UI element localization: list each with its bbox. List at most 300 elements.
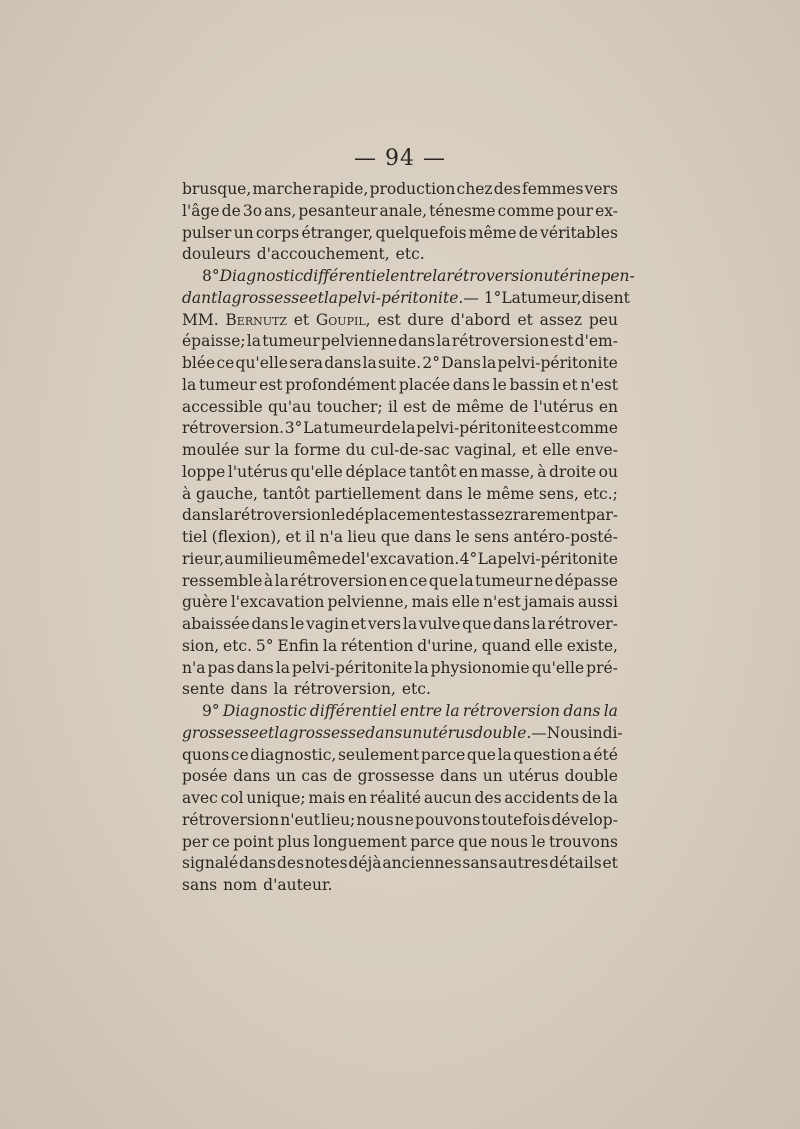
word: même — [293, 549, 341, 568]
word: déjà — [348, 854, 382, 873]
word: rapide, — [312, 180, 369, 198]
word: la — [603, 789, 618, 807]
word: pour — [556, 201, 593, 220]
word: sur — [244, 441, 270, 459]
word: en — [458, 462, 479, 481]
word: n'a — [182, 658, 206, 677]
word: pelvienne, — [327, 593, 409, 612]
word: pulser — [182, 223, 232, 242]
word: le — [330, 506, 346, 525]
text-line — [182, 505, 618, 527]
word: tumeur — [198, 375, 257, 394]
word: sens, — [538, 484, 579, 503]
word: ce — [230, 745, 249, 764]
text-line — [182, 418, 618, 440]
word: ressemble — [182, 571, 263, 590]
word: Goupil, — [315, 310, 371, 329]
word: de — [332, 767, 353, 786]
word: cas — [301, 767, 328, 786]
word: 4° — [459, 549, 478, 568]
word: douleurs — [182, 245, 251, 264]
word: à — [182, 484, 192, 503]
word: elle — [451, 593, 480, 612]
word: que — [428, 571, 458, 590]
text-line — [182, 766, 618, 788]
word: il — [305, 528, 316, 546]
word: de — [581, 789, 601, 807]
word: profondément — [285, 375, 397, 394]
word: l'excavation. — [360, 549, 460, 568]
word: etc. — [395, 245, 425, 264]
word: brusque, — [182, 180, 252, 198]
text-line — [182, 244, 618, 266]
word: nous — [490, 832, 528, 851]
word: per — [182, 832, 209, 851]
word: à — [263, 571, 274, 590]
word: et — [562, 375, 578, 394]
word: disent — [581, 288, 630, 307]
word: la — [217, 288, 232, 307]
word: est — [259, 375, 283, 394]
word: pelvi-péritonite — [497, 549, 618, 568]
word: d'accouchement, — [256, 245, 390, 264]
word: assez — [539, 310, 583, 329]
text-line — [182, 179, 618, 201]
word: des — [474, 789, 502, 807]
word: rétroversion — [233, 506, 331, 525]
word: marche — [252, 180, 312, 198]
word: etc. — [401, 680, 431, 699]
word: le — [531, 832, 546, 851]
word: ne — [534, 571, 554, 590]
word: elle — [542, 441, 571, 459]
word: tiel — [182, 528, 208, 546]
word: toutefois — [481, 810, 551, 829]
word: quand — [481, 636, 531, 655]
word: la — [274, 571, 289, 590]
word: de — [381, 419, 401, 438]
word: parce — [420, 745, 466, 764]
word: du — [345, 441, 366, 459]
text-line — [182, 549, 618, 571]
word: assez — [470, 506, 513, 525]
word: en — [348, 789, 368, 807]
word: la — [401, 419, 416, 438]
word: signalé — [182, 854, 239, 873]
word: 2° — [422, 354, 441, 372]
text-line — [182, 484, 618, 506]
text-line — [182, 853, 618, 875]
word: tantôt — [409, 462, 457, 481]
text-line — [182, 723, 623, 745]
word: comme — [561, 419, 618, 438]
word: jamais — [523, 593, 575, 612]
text-line — [182, 266, 635, 288]
word: grossesse — [288, 723, 366, 742]
word: double — [564, 767, 618, 786]
word: lieu — [347, 528, 377, 546]
word: et — [517, 310, 533, 329]
word: suite. — [377, 354, 422, 372]
word: partiellement — [314, 484, 421, 503]
word: que — [466, 745, 496, 764]
word: seulement — [337, 745, 420, 764]
word: bassin — [509, 375, 560, 394]
word: des — [493, 180, 521, 198]
word: moulée — [182, 441, 240, 459]
text-line — [182, 527, 618, 549]
text-line — [182, 310, 618, 332]
text-line — [182, 375, 618, 397]
word: 3° — [284, 419, 303, 438]
word: comme — [497, 201, 555, 220]
word: la — [432, 267, 447, 285]
word: la — [402, 615, 418, 633]
word: le — [290, 615, 305, 633]
word: n'est — [483, 593, 521, 612]
word: Diagnostic — [222, 702, 307, 720]
word: le — [492, 375, 507, 394]
word: sans — [182, 876, 218, 894]
word: placée — [398, 375, 451, 394]
word: dans — [492, 615, 531, 633]
word: vers — [584, 180, 618, 198]
word: la — [182, 375, 197, 394]
word: tumeur — [323, 419, 381, 438]
word: la — [482, 354, 497, 372]
word: La — [303, 419, 323, 438]
word: autres — [498, 854, 549, 873]
word: véritables — [540, 223, 618, 242]
word: tumeur, — [520, 288, 582, 307]
word: il — [387, 397, 398, 416]
text-line — [182, 440, 618, 462]
word: et — [308, 288, 324, 307]
word: de — [431, 397, 451, 416]
word: un — [233, 223, 254, 242]
word: un — [402, 723, 423, 742]
word: la — [322, 636, 338, 655]
word: La — [477, 549, 498, 568]
text-line — [182, 658, 618, 680]
word: dans — [251, 615, 289, 633]
text-line — [182, 331, 618, 353]
word: ans, — [264, 201, 297, 220]
word: antéro-posté- — [513, 528, 618, 546]
text-line — [182, 875, 618, 897]
word: Nous — [546, 723, 588, 742]
word: unique; — [246, 789, 306, 807]
word: corps — [255, 223, 300, 242]
word: indi- — [587, 723, 623, 742]
word: forme — [294, 441, 341, 459]
word: sion, — [182, 636, 220, 655]
word: réalité — [369, 789, 422, 807]
word: rétroversion — [182, 810, 280, 829]
word: et — [521, 441, 538, 459]
text-line — [182, 679, 618, 701]
word: la — [531, 615, 547, 633]
word: chez — [456, 180, 493, 198]
word: est — [537, 419, 561, 438]
word: qu'elle — [531, 658, 585, 677]
word: grossesse — [357, 767, 435, 786]
word: sens — [474, 528, 510, 546]
word: utérus — [422, 723, 474, 742]
text-line — [182, 397, 618, 419]
word: l'utérus — [533, 397, 594, 416]
word: etc.; — [583, 484, 618, 503]
word: et — [258, 723, 275, 742]
text-line — [182, 701, 618, 723]
page-number: — 94 — — [354, 146, 446, 171]
word: rétroversion — [290, 571, 388, 590]
word: accidents — [504, 789, 580, 807]
word: trouvons — [548, 832, 618, 851]
word: vulve — [418, 615, 461, 633]
word: est — [446, 506, 470, 525]
word: abaissée — [182, 615, 250, 633]
word: la — [275, 658, 290, 677]
word: pelvi-péritonite — [497, 354, 618, 372]
word: aussi — [577, 593, 618, 612]
text-line — [182, 571, 618, 593]
word: la — [273, 680, 288, 699]
word: à — [537, 462, 547, 481]
word: la — [459, 571, 474, 590]
word: question — [513, 745, 581, 764]
word: loppe — [182, 462, 226, 481]
word: avec — [182, 789, 218, 807]
word: qu'elle — [290, 462, 343, 481]
word: MM. — [182, 310, 219, 329]
word: enve- — [575, 441, 618, 459]
word: guère — [182, 593, 228, 612]
word: ténesme — [429, 201, 496, 220]
word: Enfin — [277, 636, 319, 655]
word: dans — [182, 506, 220, 525]
word: que — [462, 615, 492, 633]
word: diagnostic, — [250, 745, 337, 764]
word: ce — [409, 571, 428, 590]
word: Diagnostic — [219, 267, 304, 285]
word: col — [220, 789, 244, 807]
text-line — [182, 810, 618, 832]
text-line — [182, 223, 618, 245]
word: la — [497, 745, 512, 764]
word: pas — [207, 658, 235, 677]
word: tumeur — [475, 571, 533, 590]
word: déplace — [345, 462, 407, 481]
word: et — [602, 854, 618, 873]
word: la — [414, 658, 429, 677]
word: ou — [598, 462, 618, 481]
word: sera — [289, 354, 323, 372]
word: pelvi-péritonite. — [338, 288, 464, 307]
word: d'auteur. — [263, 876, 333, 894]
word: la — [246, 332, 261, 351]
word: vagin — [306, 615, 349, 633]
word: gauche, — [196, 484, 258, 503]
word: la — [436, 332, 451, 351]
text-line — [182, 788, 618, 810]
word: en — [598, 397, 618, 416]
word: même — [468, 223, 517, 242]
word: ce — [211, 832, 230, 851]
word: l'âge — [182, 201, 220, 220]
word: pesanteur — [298, 201, 378, 220]
word: le — [467, 484, 482, 503]
word: sans — [462, 854, 498, 873]
text-line — [182, 745, 618, 767]
word: sente — [182, 680, 225, 699]
word: rétention — [340, 636, 414, 655]
body-text — [182, 179, 635, 897]
word: pen- — [600, 267, 635, 285]
word: posée — [182, 767, 228, 786]
text-line — [182, 201, 618, 223]
word: et — [285, 528, 301, 546]
word: d'urine, — [417, 636, 478, 655]
word: cul-de-sac — [370, 441, 450, 459]
word: dans — [452, 375, 490, 394]
word: pré- — [586, 658, 618, 677]
word: vers — [367, 615, 402, 633]
word: même — [456, 397, 504, 416]
word: parce — [410, 832, 455, 851]
word: etc. — [223, 636, 253, 655]
text-line — [182, 592, 618, 614]
word: point — [233, 832, 274, 851]
word: production — [369, 180, 456, 198]
word: dans — [230, 680, 268, 699]
text-line — [182, 353, 618, 375]
word: de — [509, 397, 529, 416]
word: l'utérus — [227, 462, 288, 481]
word: 5° — [255, 636, 274, 655]
word: tumeur — [262, 332, 320, 351]
word: est — [403, 397, 427, 416]
word: femmes — [521, 180, 584, 198]
word: ne — [394, 810, 414, 829]
word: pouvons — [415, 810, 481, 829]
word: ex- — [595, 201, 618, 220]
word: dans — [365, 723, 403, 742]
word: dure — [407, 310, 444, 329]
word: blée — [182, 354, 216, 372]
word: des — [276, 854, 305, 873]
word: dans — [440, 767, 478, 786]
word: différentiel — [303, 267, 391, 285]
word: peu — [588, 310, 618, 329]
word: rétroversion. — [182, 419, 285, 438]
text-line — [182, 614, 618, 636]
word: utérus — [508, 767, 560, 786]
word: la — [274, 441, 290, 459]
word: quons — [182, 745, 230, 764]
word: l'excavation — [230, 593, 325, 612]
word: n'a — [319, 528, 344, 546]
word: elle — [534, 636, 563, 655]
word: nom — [223, 876, 258, 894]
word: double. — [473, 723, 532, 742]
word: différentiel — [309, 702, 397, 720]
word: la — [323, 288, 339, 307]
word: toucher; — [316, 397, 383, 416]
text-line — [182, 832, 618, 854]
word: aucun — [423, 789, 472, 807]
word: le — [455, 528, 470, 546]
word: dans — [239, 854, 277, 873]
word: de — [518, 223, 538, 242]
text-line — [182, 636, 618, 658]
word: droite — [549, 462, 597, 481]
word: en — [388, 571, 409, 590]
word: rétroversion — [446, 267, 544, 285]
word: (flexion), — [211, 528, 282, 546]
word: est — [377, 310, 401, 329]
word: pelvienne — [320, 332, 397, 351]
word: utérine — [543, 267, 601, 285]
word: ce — [216, 354, 235, 372]
word: au — [224, 549, 244, 568]
word: n'eut — [280, 810, 320, 829]
word: notes — [304, 854, 348, 873]
word: rétrover- — [547, 615, 618, 633]
word: un — [275, 767, 296, 786]
word: grossesse — [182, 723, 259, 742]
word: entre — [390, 267, 433, 285]
word: dans — [236, 658, 274, 677]
word: déplacement — [345, 506, 447, 525]
word: été — [593, 745, 618, 764]
word: la — [603, 702, 618, 720]
word: vaginal, — [454, 441, 517, 459]
word: rarement — [512, 506, 587, 525]
word: la — [362, 354, 377, 372]
word: a — [582, 745, 592, 764]
word: entre — [400, 702, 443, 720]
word: que — [380, 528, 410, 546]
word: de — [221, 201, 241, 220]
word: et — [293, 310, 310, 329]
word: rétroversion — [451, 332, 549, 351]
word: 8° — [202, 267, 220, 285]
text-line — [182, 288, 630, 310]
word: mais — [308, 789, 346, 807]
word: n'est — [580, 375, 618, 394]
word: grossesse — [231, 288, 309, 307]
word: Bernutz — [225, 310, 287, 329]
word: la — [445, 702, 460, 720]
word: 3o — [242, 201, 263, 220]
word: d'abord — [450, 310, 511, 329]
word: rétroversion, — [293, 680, 396, 699]
word: dépasse — [554, 571, 618, 590]
word: dans — [233, 767, 271, 786]
word: plus — [277, 832, 310, 851]
text-line — [182, 462, 618, 484]
word: anciennes — [382, 854, 462, 873]
word: qu'au — [267, 397, 312, 416]
word: dans — [563, 702, 601, 720]
word: par- — [586, 506, 618, 525]
word: la — [219, 506, 234, 525]
word: anale, — [379, 201, 428, 220]
word: existe, — [566, 636, 618, 655]
word: — 1° — [463, 288, 502, 307]
word: 9° — [202, 702, 220, 720]
